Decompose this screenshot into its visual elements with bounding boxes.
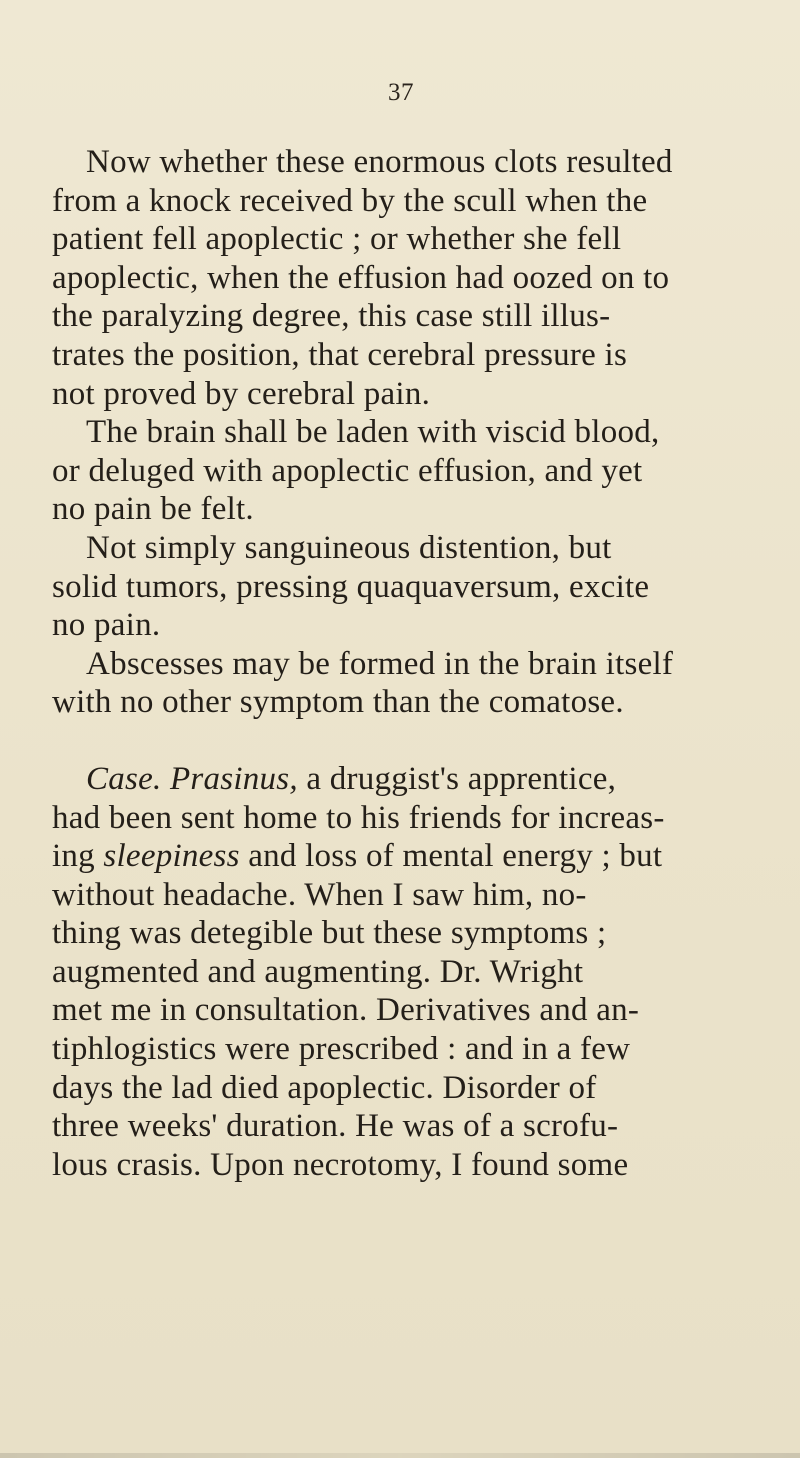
text-line: with no other symptom than the comatose. bbox=[52, 684, 624, 721]
text-line: three weeks' duration. He was of a scrofu- bbox=[52, 1108, 619, 1145]
text-line: no pain be felt. bbox=[52, 491, 254, 528]
page-edge bbox=[0, 1453, 800, 1458]
text-line: trates the position, that cerebral pressure is bbox=[52, 336, 628, 373]
patient-name: Prasinus, bbox=[170, 760, 298, 797]
text-line: Now whether these enormous clots resulted bbox=[86, 144, 673, 180]
text-line: Not simply sanguineous distention, but bbox=[86, 529, 612, 566]
text-line: no pain. bbox=[52, 607, 161, 644]
paragraph-clots bbox=[52, 143, 707, 413]
text-line: without headache. When I saw him, no- bbox=[52, 876, 587, 913]
text-line: had been sent home to his friends for increas- bbox=[52, 799, 665, 836]
page-text bbox=[52, 143, 707, 1184]
text-line: or deluged with apoplectic effusion, and yet bbox=[52, 452, 643, 489]
text-line: from a knock received by the scull when the bbox=[52, 182, 648, 219]
page-number: 37 bbox=[388, 79, 414, 106]
paragraph-abscesses bbox=[52, 645, 707, 722]
case-heading-line bbox=[52, 760, 707, 799]
text-line: met me in consultation. Derivatives and an- bbox=[52, 992, 640, 1029]
text-line: Abscesses may be formed in the brain itself bbox=[86, 645, 674, 682]
paragraph-gap bbox=[52, 722, 707, 760]
text-line: patient fell apoplectic ; or whether she fell bbox=[52, 221, 622, 258]
text-line: tiphlogistics were prescribed : and in a few bbox=[52, 1031, 631, 1068]
case-label: Case. bbox=[86, 760, 162, 797]
case-line1-rest: a druggist's apprentice, bbox=[297, 760, 617, 797]
paragraph-tumors bbox=[52, 529, 707, 645]
case-line3-rest: and loss of mental energy ; but bbox=[239, 838, 663, 875]
text-line: days the lad died apoplectic. Disorder of bbox=[52, 1069, 597, 1106]
case-line-italic bbox=[52, 837, 707, 876]
text-line: solid tumors, pressing quaquaversum, excite bbox=[52, 568, 650, 605]
text-line: The brain shall be laden with viscid blood, bbox=[86, 414, 660, 451]
case-line3-prefix: ing bbox=[52, 838, 104, 875]
text-line: augmented and augmenting. Dr. Wright bbox=[52, 953, 584, 990]
text-line: the paralyzing degree, this case still illus- bbox=[52, 298, 611, 335]
text-line: apoplectic, when the effusion had oozed on to bbox=[52, 259, 670, 296]
text-line: not proved by cerebral pain. bbox=[52, 375, 431, 412]
text-line: thing was detegible but these symptoms ; bbox=[52, 915, 607, 952]
paragraph-case bbox=[52, 760, 707, 1185]
sleepiness-term: sleepiness bbox=[103, 838, 240, 875]
text-line: lous crasis. Upon necrotomy, I found some bbox=[52, 1146, 629, 1183]
paragraph-brain bbox=[52, 413, 707, 529]
